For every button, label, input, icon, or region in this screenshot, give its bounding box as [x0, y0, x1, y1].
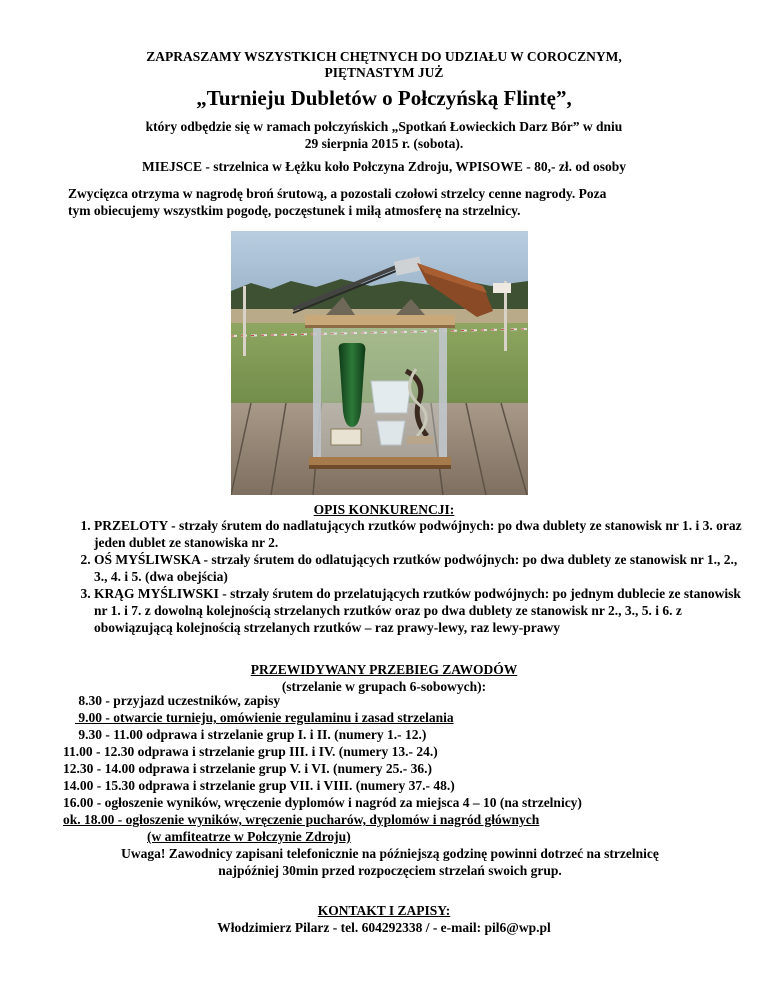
competition-description: - strzały śrutem do nadlatujących rzutków podwójnych: po dwa dublety ze stanowisk nr 1. i 3. oraz jeden dublet ze stanowiska nr 2. — [94, 518, 742, 550]
competition-name: KRĄG MYŚLIWSKI — [94, 586, 219, 601]
event-details-line-1: który odbędzie się w ramach połczyńskich „Spotkań Łowieckich Darz Bór” w dniu — [145, 119, 623, 134]
competition-description: - strzały śrutem do przelatujących rzutków podwójnych: po jednym dublecie ze stanowisk nr 1. i 7. z dowolną kolejnością strzelanych rzutków oraz po dwa dublety ze stanowisk nr 2., 3., 5. i 6. z obowiązującą kolejnością strzelanych rzutków – raz prawy-lewy, raz lewy-prawy — [94, 586, 741, 635]
contact-section — [0, 902, 768, 936]
trophy-photo-image — [231, 231, 528, 495]
trophy-photo — [231, 231, 528, 495]
schedule-list — [63, 692, 715, 845]
competitions-list — [62, 517, 742, 636]
schedule-row: 9.30 - 11.00 odprawa i strzelanie grup I. i II. (numery 1.- 12.) — [75, 727, 427, 742]
contact-line: Włodzimierz Pilarz - tel. 604292338 / - e-mail: pil6@wp.pl — [217, 920, 551, 935]
schedule-subheading: (strzelanie w grupach 6-sobowych): — [281, 679, 487, 694]
registration-note-line-1: Uwaga! Zawodnicy zapisani telefonicznie na późniejszą godzinę powinni dotrzeć na strzelnicę — [121, 846, 659, 861]
competition-name: OŚ MYŚLIWSKA — [94, 552, 201, 567]
schedule-heading: PRZEWIDYWANY PRZEBIEG ZAWODÓW — [250, 662, 518, 677]
invitation-heading — [0, 49, 768, 81]
event-title: „Turnieju Dubletów o Połczyńską Flintę”, — [196, 86, 572, 110]
competition-item — [94, 517, 742, 551]
invitation-line-2: PIĘTNASTYM JUŻ — [324, 65, 444, 80]
event-place: MIEJSCE - strzelnica w Łężku koło Połczyna Zdroju, WPISOWE - 80,- zł. od osoby — [141, 159, 627, 174]
competition-name: PRZELOTY — [94, 518, 168, 533]
competition-item — [94, 551, 742, 585]
prizes-line-1: Zwycięzca otrzyma w nagrodę broń śrutową, a pozostali czołowi strzelcy cenne nagrody. Poza — [68, 186, 607, 201]
schedule-row: 14.00 - 15.30 odprawa i strzelanie grup VII. i VIII. (numery 37.- 48.) — [63, 778, 455, 793]
schedule-row: 9.00 - otwarcie turnieju, omówienie regulaminu i zasad strzelania — [75, 710, 454, 725]
schedule-row: (w amfiteatrze w Połczynie Zdroju) — [147, 829, 351, 844]
schedule-row: ok. 18.00 - ogłoszenie wyników, wręczenie pucharów, dyplomów i nagród głównych — [63, 812, 540, 827]
competitions-heading: OPIS KONKURENCJI: — [313, 502, 455, 517]
schedule-row: 11.00 - 12.30 odprawa i strzelanie grup III. i IV. (numery 13.- 24.) — [63, 744, 438, 759]
schedule-row: 12.30 - 14.00 odprawa i strzelanie grup V. i VI. (numery 25.- 36.) — [63, 761, 432, 776]
invitation-line-1: ZAPRASZAMY WSZYSTKICH CHĘTNYCH DO UDZIAŁU W COROCZNYM, — [146, 49, 622, 64]
competition-description: - strzały śrutem do odlatujących rzutków podwójnych: po dwa dublety ze stanowisk nr 1., 2., 3., 4. i 5. (dwa obejścia) — [94, 552, 738, 584]
event-details — [0, 118, 768, 152]
schedule-row: 16.00 - ogłoszenie wyników, wręczenie dyplomów i nagród za miejsca 4 – 10 (na strzelnicy) — [63, 795, 582, 810]
event-date: 29 sierpnia 2015 r. (sobota). — [304, 136, 464, 151]
prizes-line-2: tym obiecujemy wszystkim pogodę, poczęstunek i miłą atmosferę na strzelnicy. — [68, 203, 521, 218]
prizes-text — [68, 185, 708, 219]
registration-note-line-2: najpóźniej 30min przed rozpoczęciem strzelań swoich grup. — [218, 863, 562, 878]
registration-note — [60, 845, 720, 879]
contact-heading: KONTAKT I ZAPISY: — [317, 903, 451, 918]
schedule-row: 8.30 - przyjazd uczestników, zapisy — [75, 693, 281, 708]
competition-item — [94, 585, 742, 636]
